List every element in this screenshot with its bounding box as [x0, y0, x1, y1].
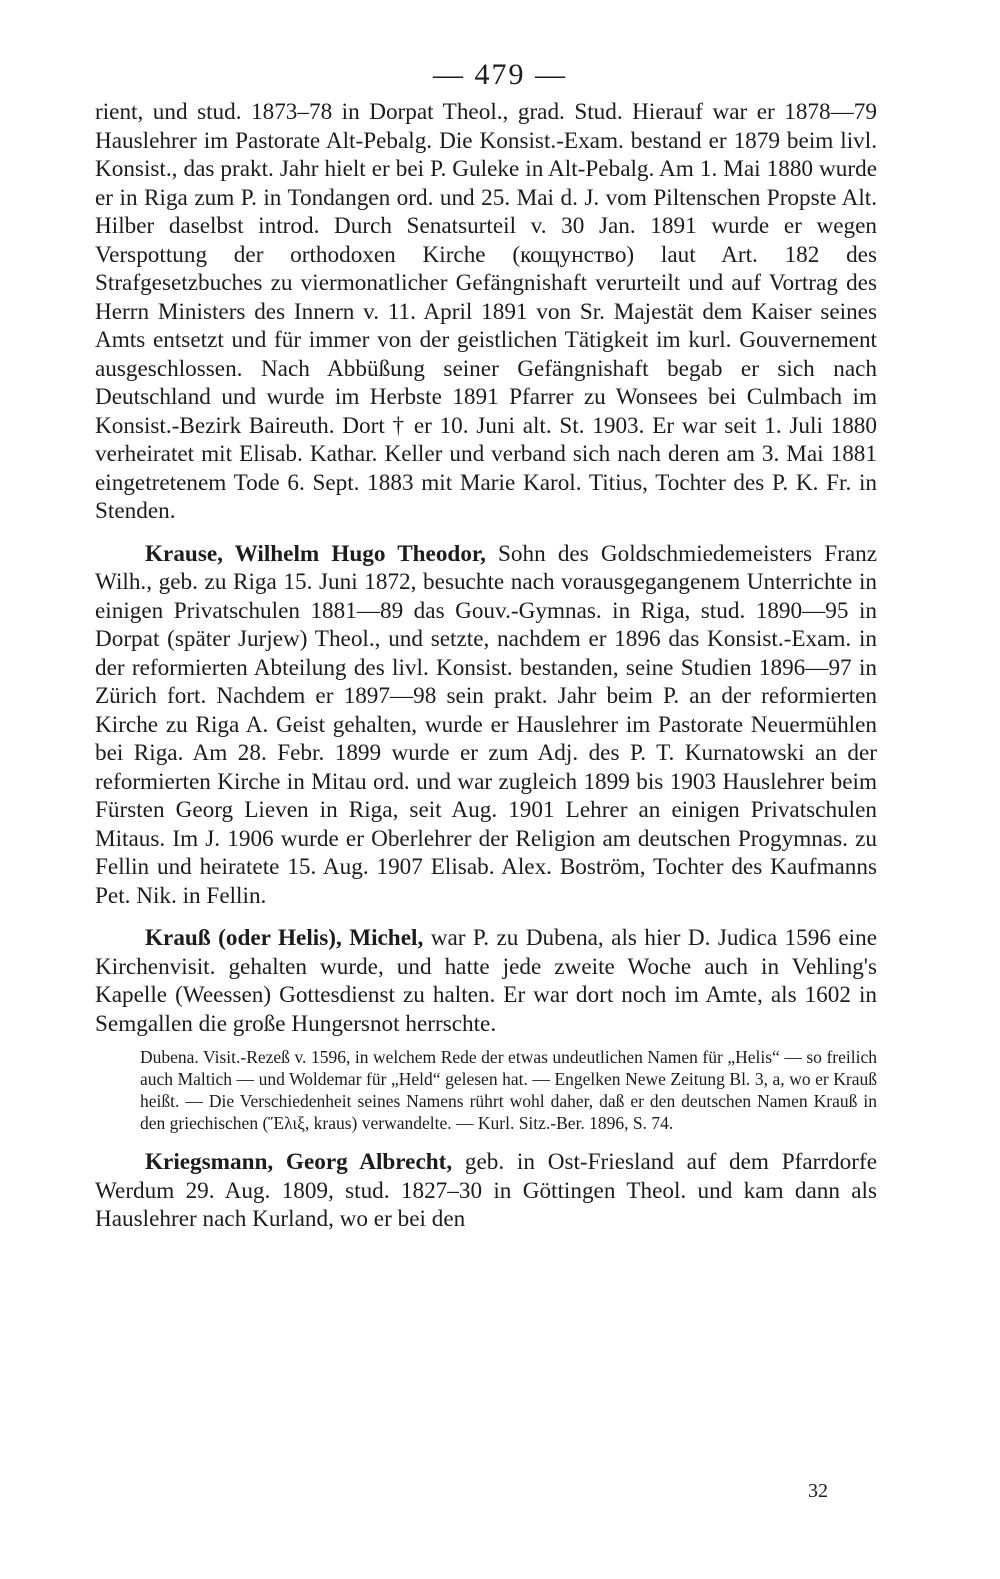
entry-name: Krauß (oder Helis), Michel,: [145, 925, 424, 951]
entry-text: Sohn des Goldschmiedemeisters Franz Wilh., geb. zu Riga 15. Juni 1872, besuchte nach vorausgegangenem Unterrichte in einigen Privatschulen 1881—89 das Gouv.-Gymnas. in Riga, stud. 1890—95 in Dorpat (später Jurjew) Theol., und setzte, nachdem er 1896 das Konsist.-Exam. in der reformierten Abteilung des livl. Konsist. bestanden, seine Studien 1896—97 in Zürich fort. Nachdem er 1897—98 sein prakt. Jahr beim P. an der reformierten Kirche zu Riga A. Geist gehalten, wurde er Hauslehrer im Pastorate Neuermühlen bei Riga. Am 28. Febr. 1899 wurde er zum Adj. des P. T. Kurnatowski an der reformierten Kirche in Mitau ord. und war zugleich 1899 bis 1903 Hauslehrer beim Fürsten Georg Lieven in Riga, seit Aug. 1901 Lehrer an einigen Privatschulen Mitaus. Im J. 1906 wurde er Oberlehrer der Religion am deutschen Progymnas. zu Fellin und heiratete 15. Aug. 1907 Elisab. Alex. Boström, Tochter des Kaufmanns Pet. Nik. in Fellin.: [95, 540, 878, 909]
signature-mark: 32: [808, 1480, 828, 1502]
body-text: [95, 98, 877, 1234]
paragraph-text: rient, und stud. 1873–78 in Dorpat Theol., grad. Stud. Hierauf war er 1878—79 Hauslehrer im Pastorate Alt-Pebalg. Die Konsist.-Exam. bestand er 1879 beim livl. Konsist., das prakt. Jahr hielt er bei P. Guleke in Alt-Pebalg. Am 1. Mai 1880 wurde er in Riga zum P. in Tondangen ord. und 25. Mai d. J. vom Piltenschen Propste Alt. Hilber daselbst introd. Durch Senatsurteil v. 30 Jan. 1891 wurde er wegen Verspottung der orthodoxen Kirche (кощунство) laut Art. 182 des Strafgesetzbuches zu viermonatlicher Gefängnishaft verurteilt und auf Vortrag des Herrn Ministers des Innern v. 11. April 1891 von Sr. Majestät dem Kaiser seines Amts entsetzt und für immer von der geistlichen Tätigkeit im kurl. Gouvernement ausgeschlossen. Nach Abbüßung seiner Gefängnishaft begab er sich nach Deutschland und wurde im Herbste 1891 Pfarrer zu Wonsees bei Culmbach im Konsist.-Bezirk Baireuth. Dort † er 10. Juni alt. St. 1903. Er war seit 1. Juli 1880 verheiratet mit Elisab. Kathar. Keller und verband sich nach deren am 3. Mai 1881 eingetretenem Tode 6. Sept. 1883 mit Marie Karol. Titius, Tochter des P. K. Fr. in Stenden.: [95, 99, 877, 524]
entry-krauss: [95, 924, 877, 1038]
entry-name: Kriegsmann, Georg Albrecht,: [145, 1149, 453, 1175]
footnote: Dubena. Visit.-Rezeß v. 1596, in welchem Rede der etwas undeutlichen Namen für „Helis“ — so freilich auch Maltich — und Woldemar für „Held“ gelesen hat. — Engelken Newe Zeitung Bl. 3, a, wo er Krauß heißt. — Die Verschiedenheit seines Namens rührt wohl daher, daß er den deutschen Namen Krauß in den griechischen (Ἕλιξ, kraus) verwandelte. — Kurl. Sitz.-Ber. 1896, S. 74.: [140, 1047, 877, 1133]
entry-text: war P. zu Dubena, als hier D. Judica 1596 eine Kirchenvisit. gehalten wurde, und hatte jede zweite Woche auch in Vehling's Kapelle (Weessen) Gottesdienst zu halten. Er war dort noch im Amte, als 1602 in Semgallen die große Hungersnot herrschte.: [95, 925, 878, 1037]
entry-text: geb. in Ost-Friesland auf dem Pfarrdorfe Werdum 29. Aug. 1809, stud. 1827–30 in Göttingen Theol. und kam dann als Hauslehrer nach Kurland, wo er bei den: [95, 1149, 877, 1232]
page-number: — 479 —: [433, 58, 567, 91]
entry-name: Krause, Wilhelm Hugo Theodor,: [145, 540, 486, 567]
paragraph-continuation: [95, 98, 877, 526]
entry-krause: [95, 540, 877, 911]
entry-kriegsmann: [95, 1148, 877, 1234]
